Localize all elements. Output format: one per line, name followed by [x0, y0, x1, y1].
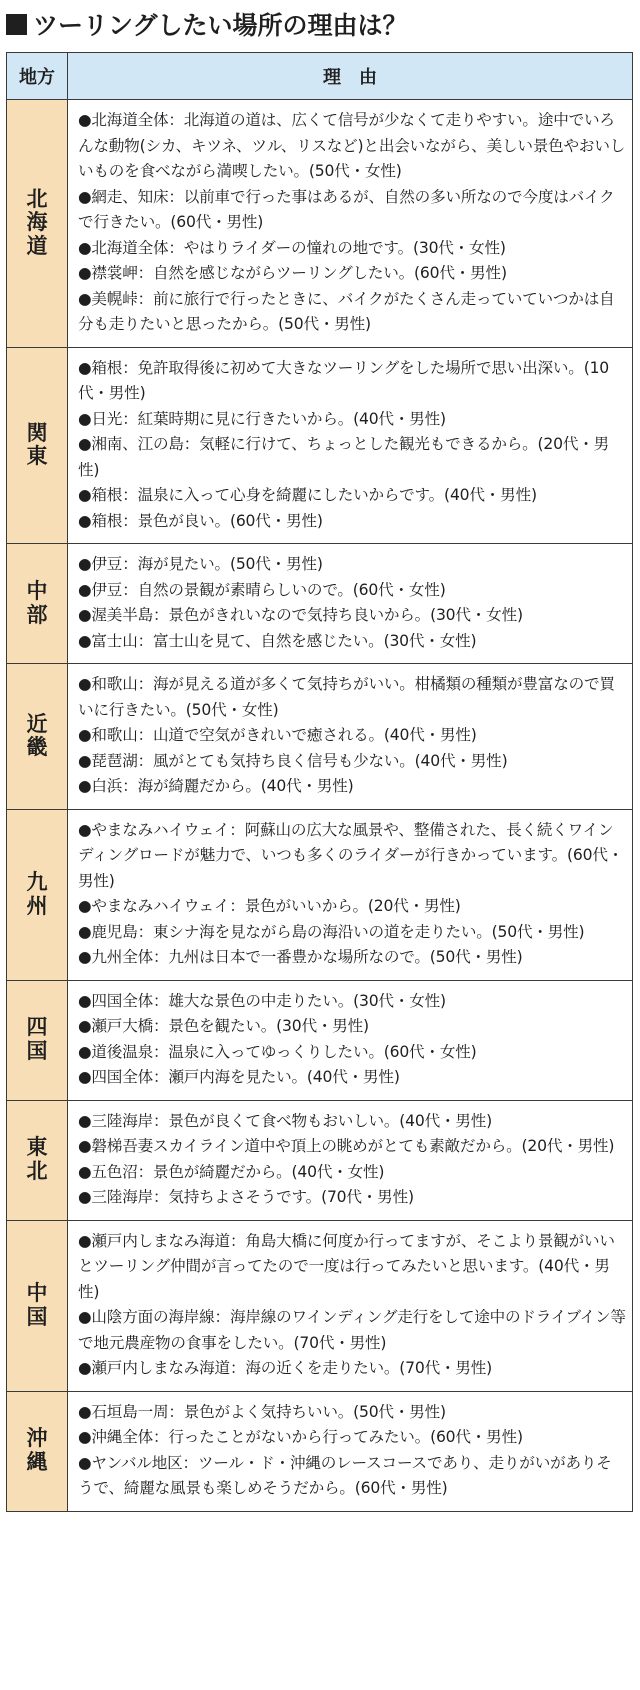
- reasons-cell: [68, 1391, 633, 1511]
- square-bullet-icon: [6, 14, 27, 35]
- table-row: [7, 347, 633, 544]
- reasons-cell: [68, 980, 633, 1100]
- region-name: 中国: [26, 1280, 48, 1329]
- reason-list: [68, 1392, 632, 1511]
- table-header-row: [7, 53, 633, 100]
- reason-item: ●磐梯吾妻スカイライン道中や頂上の眺めがとても素敵だから。(20代・男性): [78, 1137, 615, 1155]
- reasons-cell: [68, 100, 633, 348]
- reason-item: ●四国全体：瀬戸内海を見たい。(40代・男性): [78, 1068, 400, 1086]
- reason-item: ●襟裳岬：自然を感じながらツーリングしたい。(60代・男性): [78, 264, 507, 282]
- reason-item: ●道後温泉：温泉に入ってゆっくりしたい。(60代・女性): [78, 1042, 477, 1061]
- reason-item: ●伊豆：自然の景観が素晴らしいので。(60代・女性): [78, 580, 446, 599]
- region-cell: [7, 1220, 68, 1391]
- region-name: 東北: [26, 1135, 48, 1183]
- reason-list: [68, 348, 632, 544]
- reason-list: [68, 810, 632, 980]
- table-row: [7, 980, 633, 1100]
- reason-item: ●箱根：温泉に入って心身を綺麗にしたいからです。(40代・男性): [78, 486, 537, 504]
- reason-item: ●沖縄全体：行ったことがないから行ってみたい。(60代・男性): [78, 1428, 523, 1446]
- header-region: 地方: [7, 53, 68, 100]
- reason-item: ●やまなみハイウェイ：景色がいいから。(20代・男性): [78, 897, 461, 915]
- reason-item: ●瀬戸大橋：景色を観たい。(30代・男性): [78, 1017, 369, 1035]
- page-title: [6, 4, 408, 44]
- table-body: [7, 100, 633, 1512]
- reason-item: ●北海道全体：やはりライダーの憧れの地です。(30代・女性): [78, 238, 506, 257]
- header-reason: 理 由: [68, 53, 633, 100]
- table-row: [7, 100, 633, 348]
- reasons-cell: [68, 664, 633, 810]
- region-cell: [7, 347, 68, 544]
- reason-item: ●北海道全体：北海道の道は、広くて信号が少なくて走りやすい。途中でいろんな動物(シカ、キツネ、ツル、リスなど)と出会いながら、美しい景色やおいしいものを食べながら満喫したい。(50代・女性): [78, 111, 626, 180]
- reasons-cell: [68, 347, 633, 544]
- reason-list: [68, 1221, 632, 1391]
- reason-item: ●瀬戸内しまなみ海道：海の近くを走りたい。(70代・男性): [78, 1359, 493, 1377]
- reason-list: [68, 100, 632, 347]
- reason-item: ●四国全体：雄大な景色の中走りたい。(30代・女性): [78, 991, 446, 1010]
- reasons-table: [6, 52, 633, 1512]
- table-row: [7, 664, 633, 810]
- reason-list: [68, 981, 632, 1100]
- reason-item: ●日光：紅葉時期に見に行きたいから。(40代・男性): [78, 409, 446, 428]
- table-row: [7, 809, 633, 980]
- reason-list: [68, 544, 632, 663]
- reason-item: ●美幌峠：前に旅行で行ったときに、バイクがたくさん走っていていつかは自分も走りたいと思ったから。(50代・男性): [78, 289, 615, 333]
- reason-item: ●鹿児島：東シナ海を見ながら島の海沿いの道を走りたい。(50代・男性): [78, 922, 585, 941]
- reason-list: [68, 664, 632, 809]
- reason-item: ●網走、知床：以前車で行った事はあるが、自然の多い所なので今度はバイクで行きたい。(60代・男性): [78, 187, 615, 231]
- reason-list: [68, 1101, 632, 1220]
- reason-item: ●三陸海岸：気持ちよさそうです。(70代・男性): [78, 1188, 414, 1206]
- region-cell: [7, 1100, 68, 1220]
- reason-item: ●琵琶湖：風がとても気持ち良く信号も少ない。(40代・男性): [78, 751, 508, 770]
- reason-item: ●五色沼：景色が綺麗だから。(40代・女性): [78, 1162, 385, 1181]
- region-cell: [7, 100, 68, 348]
- reason-item: ●三陸海岸：景色が良くて食べ物もおいしい。(40代・男性): [78, 1111, 493, 1130]
- reason-item: ●湘南、江の島：気軽に行けて、ちょっとした観光もできるから。(20代・男性): [78, 435, 610, 479]
- region-name: 北海道: [26, 186, 48, 258]
- reason-item: ●九州全体：九州は日本で一番豊かな場所なので。(50代・男性): [78, 948, 523, 966]
- reason-item: ●白浜：海が綺麗だから。(40代・男性): [78, 777, 354, 795]
- region-cell: [7, 980, 68, 1100]
- reason-item: ●ヤンバル地区：ツール・ド・沖縄のレースコースであり、走りがいがありそうで、綺麗な風景も楽しめそうだから。(60代・男性): [78, 1453, 612, 1497]
- region-cell: [7, 1391, 68, 1511]
- reason-item: ●箱根：景色が良い。(60代・男性): [78, 511, 323, 530]
- reason-item: ●箱根：免許取得後に初めて大きなツーリングをした場所で思い出深い。(10代・男性): [78, 358, 610, 402]
- reason-item: ●山陰方面の海岸線：海岸線のワインディング走行をして途中のドライブイン等で地元農産物の食事をしたい。(70代・男性): [78, 1308, 626, 1352]
- page-title-text: ツーリングしたい場所の理由は？: [33, 11, 408, 40]
- reason-item: ●石垣島一周：景色がよく気持ちいい。(50代・男性): [78, 1402, 446, 1421]
- table-row: [7, 1100, 633, 1220]
- region-name: 関東: [26, 420, 48, 469]
- region-name: 四国: [26, 1015, 48, 1063]
- reason-item: ●伊豆：海が見たい。(50代・男性): [78, 555, 323, 573]
- reason-item: ●和歌山：山道で空気がきれいで癒される。(40代・男性): [78, 726, 477, 744]
- table-row: [7, 544, 633, 664]
- reason-item: ●渥美半島：景色がきれいなので気持ち良いから。(30代・女性): [78, 606, 523, 624]
- region-name: 沖縄: [26, 1426, 48, 1474]
- reason-item: ●瀬戸内しまなみ海道：角島大橋に何度か行ってますが、そこより景観がいいとツーリング仲間が言ってたので一度は行ってみたいと思います。(40代・男性): [78, 1231, 615, 1301]
- region-name: 中部: [26, 578, 48, 627]
- table-row: [7, 1391, 633, 1511]
- region-name: 近畿: [26, 711, 48, 760]
- region-cell: [7, 809, 68, 980]
- region-cell: [7, 664, 68, 810]
- reasons-cell: [68, 809, 633, 980]
- region-cell: [7, 544, 68, 664]
- reason-item: ●和歌山：海が見える道が多くて気持ちがいい。柑橘類の種類が豊富なので買いに行きたい。(50代・女性): [78, 675, 615, 719]
- reasons-cell: [68, 544, 633, 664]
- table-row: [7, 1220, 633, 1391]
- reason-item: ●富士山：富士山を見て、自然を感じたい。(30代・女性): [78, 631, 477, 650]
- reasons-cell: [68, 1100, 633, 1220]
- reason-item: ●やまなみハイウェイ：阿蘇山の広大な風景や、整備された、長く続くワインディングロードが魅力で、いつも多くのライダーが行きかっています。(60代・男性): [78, 820, 624, 890]
- reasons-cell: [68, 1220, 633, 1391]
- region-name: 九州: [26, 869, 48, 918]
